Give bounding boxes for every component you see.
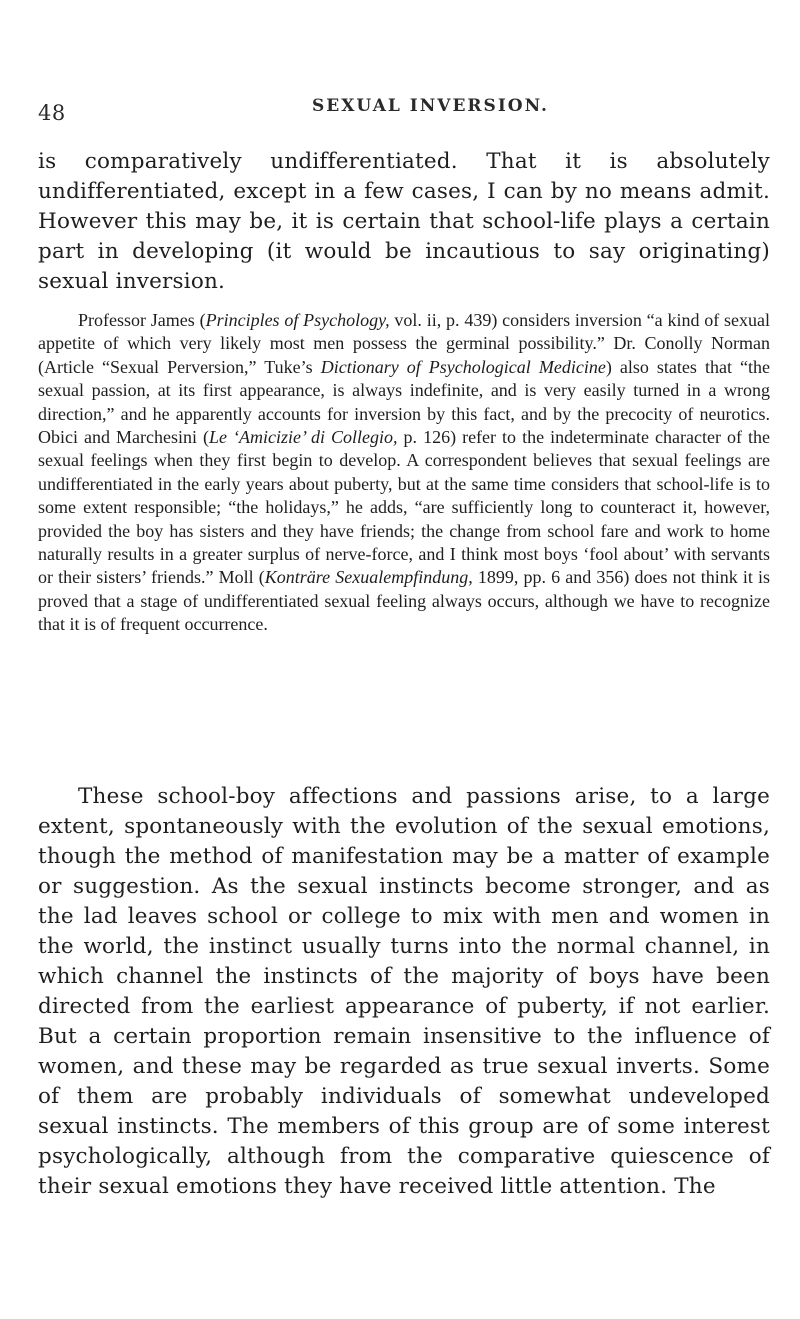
- paragraph-body: These school-boy affections and passions arise, to a large extent, spontaneously with the evolution of the sexual emotions, though the method of manifestation may be a matter of example or suggestion. As the sexual instincts become stronger, and as the lad leaves school or college to mix with men and women in the world, the instinct usually turns into the normal channel, in which channel the instincts of the majority of boys have been directed from the earliest appearance of puberty, if not earlier. But a certain proportion remain insensitive to the influence of women, and these may be regarded as true sexual inverts. Some of them are probably individuals of somewhat undeveloped sexual instincts. The members of this group are of some interest psychologically, although from the comparative quiescence of their sexual emotions they have received little attention. The: [38, 784, 770, 1199]
- text-run: vol. ii, p. 439) considers inversion “a kind of sexual appetite of which very likely most men possess the germinal possibility.” Dr. Conolly Norman (Article “Sexual Perversion,” Tuke’s: [38, 310, 771, 377]
- text-run: 1899, pp. 6 and 356) does not think it is proved that a stage of undifferentiated sexual feeling always occurs, although we have to recognize that it is of frequent occurrence.: [38, 567, 770, 635]
- paragraph-continuation: is comparatively undifferentiated. That it is absolutely undifferentiated, except in a few cases, I can by no means admit. However this may be, it is certain that school-life plays a certain part in developing (it would be incautious to say originating) sexual inversion.: [38, 149, 770, 294]
- book-title-italic: Principles of Psychology,: [205, 310, 390, 330]
- book-title-italic: Le ‘Amicizie’ di Collegio,: [209, 427, 398, 448]
- book-title-italic: Konträre Sexualempfindung,: [264, 567, 473, 588]
- text-run: p. 126) refer to the indeterminate character of the sexual feelings when they first begin to develop. A correspondent believes that sexual feelings are undifferentiated in the early years about puberty, but at the same time considers that school-life is to some extent responsible; “the holidays,” he adds, “are sufficiently long to counteract it, however, provided the boy has sisters and they have friends; the change from school fare and work to home naturally results in a greater surplus of nerve-force, and I think most boys ‘fool about’ with servants or their sisters’ friends.” Moll (: [38, 427, 770, 588]
- running-title: SEXUAL INVERSION.: [312, 96, 549, 116]
- page-number: 48: [38, 101, 66, 125]
- text-run: ) also states that “the sexual passion, at its first appearance, is always indefinite, and is very easily turned in a wrong direction,” and he apparently accounts for inversion by this fact, and by the precocity of neurotics. Obici and Marchesini (: [38, 356, 771, 448]
- text-run: Professor James (: [78, 310, 206, 330]
- paragraph-small-print: [38, 309, 770, 637]
- book-title-italic: Dictionary of Psychological Medicine: [320, 356, 606, 377]
